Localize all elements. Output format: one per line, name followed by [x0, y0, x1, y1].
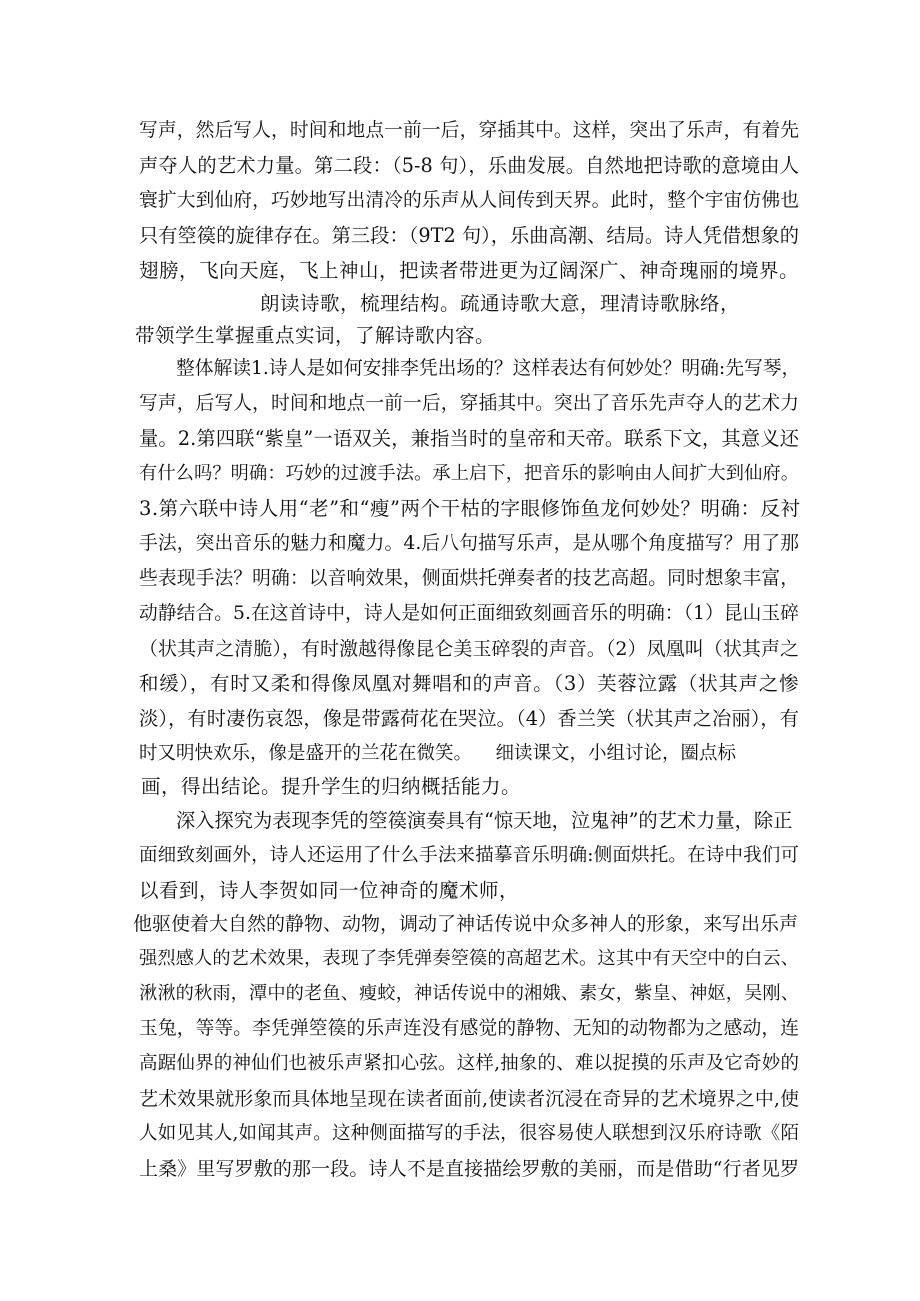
text-line: 玉兔，等等。李凭弹箜篌的乐声连没有感觉的静物、无知的动物都为之感动，连 [139, 1018, 799, 1039]
text-line: 带领学生掌握重点实词，了解诗歌内容。 [135, 324, 496, 347]
text-line: 3.第六联中诗人用“老”和“瘦”两个干枯的字眼修饰鱼龙何妙处？明确：反衬 [139, 497, 801, 520]
text-line: 面细致刻画外，诗人还运用了什么手法来描摹音乐明确:侧面烘托。在诗中我们可 [139, 845, 799, 866]
text-line: 动静结合。5.在这首诗中，诗人是如何正面细致刻画音乐的明确：（1）昆山玉碎 [139, 603, 799, 624]
text-line: 他驱使着大自然的静物、动物，调动了神话传说中众多神人的形象，来写出乐声 [133, 913, 799, 935]
text-line: 翅膀，飞向天庭，飞上神山，把读者带进更为辽阔深广、神奇瑰丽的境界。 [139, 259, 800, 282]
text-line: 写声，后写人，时间和地点一前一后，穿插其中。突出了音乐先声夺人的艺术力 [139, 393, 799, 414]
text-line: 量。2.第四联“紫皇”一语双关，兼指当时的皇帝和天帝。联系下文，其意义还 [139, 427, 799, 450]
text-line: 整体解读1.诗人是如何安排李凭出场的？这样表达有何妙处？明确:先写琴， [176, 358, 801, 379]
text-line: 些表现手法？明确：以音响效果，侧面烘托弹奏者的技艺高超。同时想象丰富， [139, 568, 799, 589]
text-line: 声夺人的艺术力量。第二段：（5-8 句），乐曲发展。自然地把诗歌的意境由人 [139, 154, 799, 177]
text-line: 只有箜篌的旋律存在。第三段：（9T2 句），乐曲高潮、结局。诗人凭借想象的 [139, 224, 799, 247]
text-line: 手法，突出音乐的魅力和魔力。4.后八句描写乐声，是从哪个角度描写？用了那 [139, 533, 799, 554]
text-line: 深入探究为表现李凭的箜篌演奏具有“惊天地，泣鬼神”的艺术力量，除正 [176, 809, 793, 832]
text-line: 和缓），有时又柔和得像凤凰对舞唱和的声音。（3）芙蓉泣露（状其声之惨 [139, 672, 799, 695]
text-line: 以看到，诗人李贺如同一位神奇的魔术师， [139, 879, 520, 902]
text-line: 寰扩大到仙府，巧妙地写出清冷的乐声从人间传到天界。此时，整个宇宙仿佛也 [139, 190, 799, 211]
text-line: 上桑》里写罗敷的那一段。诗人不是直接描绘罗敷的美丽，而是借助“行者见罗 [139, 1158, 799, 1180]
text-line: 时又明快欢乐，像是盛开的兰花在微笑。 细读课文，小组讨论，圈点标 [139, 743, 737, 764]
text-line: （状其声之清脆），有时激越得像昆仑美玉碎裂的声音。（2）凤凰叫（状其声之 [139, 638, 799, 660]
text-line: 写声，然后写人，时间和地点一前一后，穿插其中。这样，突出了乐声，有着先 [139, 120, 799, 141]
text-line: 有什么吗？明确：巧妙的过渡手法。承上启下，把音乐的影响由人间扩大到仙府。 [139, 463, 799, 484]
text-line: 朗读诗歌，梳理结构。疏通诗歌大意，理清诗歌脉络， [260, 292, 741, 315]
text-line: 人如见其人,如闻其声。这种侧面描写的手法，很容易使人联想到汉乐府诗歌《陌 [139, 1123, 799, 1144]
text-line: 强烈感人的艺术效果，表现了李凭弹奏箜篌的高超艺术。这其中有天空中的白云、 [139, 948, 799, 969]
text-line: 高踞仙界的神仙们也被乐声紧扣心弦。这样,抽象的、难以捉摸的乐声及它奇妙的 [139, 1053, 799, 1074]
text-line: 湫湫的秋雨，潭中的老鱼、瘦蛟，神话传说中的湘娥、素女，紫皇、神妪，吴刚、 [139, 983, 799, 1004]
text-line: 画，得出结论。提升学生的归纳概括能力。 [141, 775, 522, 798]
text-line: 艺术效果就形象而具体地呈现在读者面前,使读者沉浸在奇异的艺术境界之中,使 [139, 1088, 799, 1110]
text-line: 淡），有时凄伤哀怨，像是带露荷花在哭泣。（4）香兰笑（状其声之冶丽），有 [139, 707, 799, 730]
